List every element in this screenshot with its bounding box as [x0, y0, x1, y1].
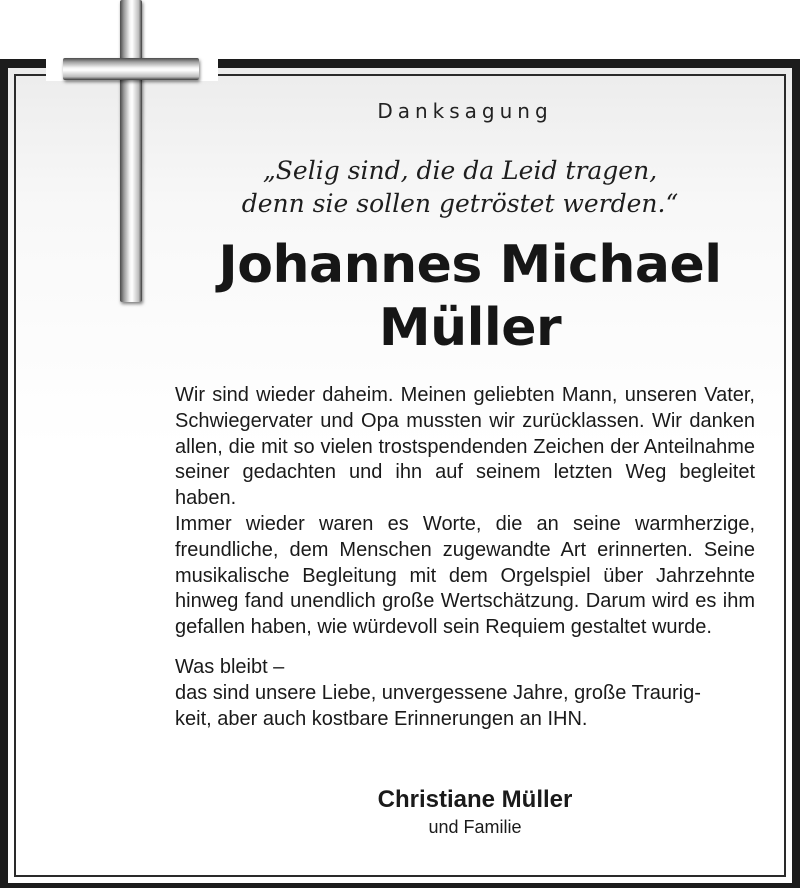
name-first-line: Johannes Michael — [218, 235, 722, 295]
closing-line: das sind unsere Liebe, unvergessene Jahre, große Traurig- — [175, 681, 701, 704]
cross-horizontal-beam — [63, 58, 199, 80]
deceased-name — [150, 234, 790, 360]
closing-line: Was bleibt – — [175, 655, 285, 678]
name-surname: Müller — [378, 298, 562, 358]
notice-heading: Danksagung — [377, 99, 553, 123]
quote-line: denn sie sollen getröstet werden.“ — [241, 189, 679, 218]
body-paragraph: Wir sind wieder daheim. Meinen geliebten Mann, unseren Vater, Schwiegervater und Opa mussten wir zurücklassen. Wir danken allen, die mit so vielen trostspendenden Zeichen der Anteilnahme seiner gedachten und ihn auf seinem letzten Weg begleitet haben. — [175, 384, 755, 510]
quote-line: „Selig sind, die da Leid tragen, — [262, 156, 658, 185]
closing-line: keit, aber auch kostbare Erinnerungen an IHN. — [175, 707, 588, 730]
closing-paragraph — [175, 655, 755, 732]
body-paragraph: Immer wieder waren es Worte, die an seine warmherzige, freundliche, dem Menschen zugewandte Art erinnerten. Seine musikalische Begleitung mit dem Orgelspiel über Jahrzehnte hinweg fand unendlich große Wertschätzung. Darum wird es ihm gefallen haben, wie würdevoll sein Requiem gestaltet wurde. — [175, 512, 755, 639]
bible-quote — [190, 154, 730, 220]
cross-vertical-beam — [120, 0, 142, 302]
signature-family: und Familie — [428, 817, 522, 837]
notice-body — [175, 383, 755, 732]
signature-name: Christiane Müller — [377, 786, 573, 813]
